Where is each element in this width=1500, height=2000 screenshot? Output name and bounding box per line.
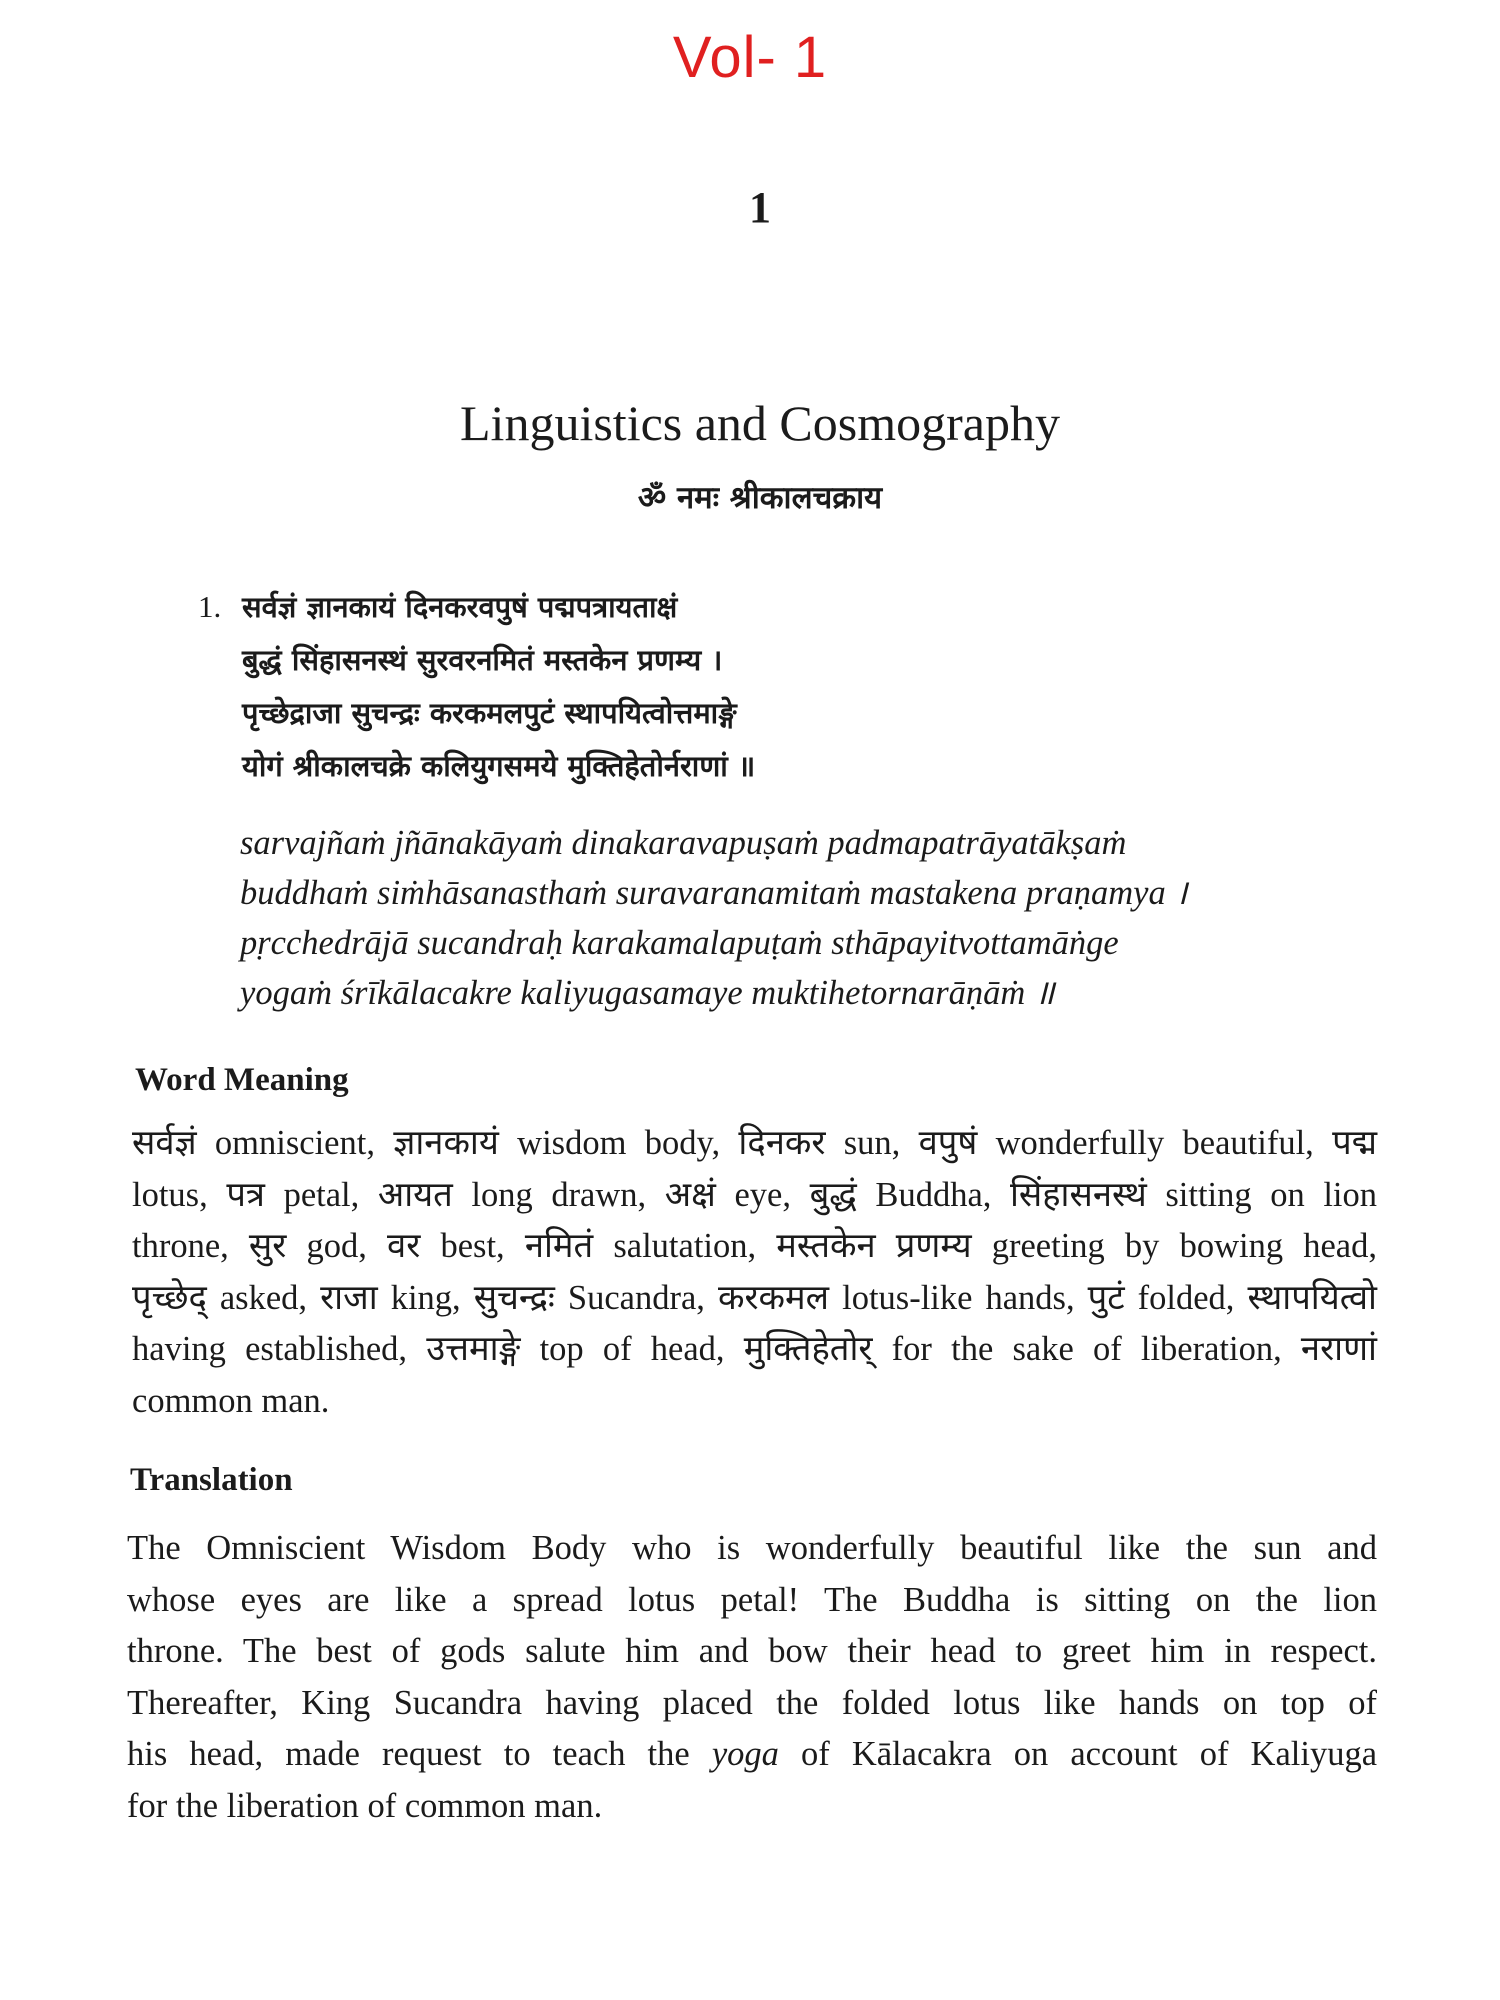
- transliteration: [240, 818, 1400, 1018]
- verse-line: [198, 740, 1278, 793]
- word-meaning-heading: Word Meaning: [135, 1062, 349, 1098]
- translation-line: whose eyes are like a spread lotus petal! The Buddha is sitting on the lion: [127, 1580, 1377, 1619]
- transliteration-line: buddhaṁ siṁhāsanasthaṁ suravaranamitaṁ mastakena praṇamya ।: [240, 874, 1188, 912]
- translation-line-part: his head, made request to teach the: [127, 1735, 712, 1773]
- verse-line-text: सर्वज्ञं ज्ञानकायं दिनकरवपुषं पद्मपत्रायताक्षं: [242, 590, 678, 624]
- translation-line: Thereafter, King Sucandra having placed the folded lotus like hands on top of: [127, 1683, 1377, 1722]
- word-meaning-line: पृच्छेद् asked, राजा king, सुचन्द्रः Sucandra, करकमल lotus-like hands, पुटं folded, स्थापयित्वो: [132, 1278, 1377, 1317]
- transliteration-line: sarvajñaṁ jñānakāyaṁ dinakaravapuṣaṁ padmapatrāyatākṣaṁ: [240, 824, 1127, 862]
- word-meaning-line: common man.: [132, 1381, 330, 1420]
- word-meaning-line: having established, उत्तमाङ्गे top of head, मुक्तिहेतोर् for the sake of liberation, नराणां: [132, 1330, 1377, 1368]
- word-meaning-line: सर्वज्ञं omniscient, ज्ञानकायं wisdom body, दिनकर sun, वपुषं wonderfully beautiful, पद्म: [132, 1124, 1377, 1162]
- transliteration-line: yogaṁ śrīkālacakre kaliyugasamaye muktihetornarāṇāṁ ॥: [240, 974, 1055, 1012]
- verse-line: [198, 580, 1278, 634]
- chapter-number: 1: [749, 183, 771, 232]
- verse-line: [198, 687, 1278, 740]
- translation-paragraph: [127, 1523, 1377, 1832]
- translation-line: throne. The best of gods salute him and bow their head to greet him in respect.: [127, 1632, 1377, 1670]
- verse-line-text: बुद्धं सिंहासनस्थं सुरवरनमितं मस्तकेन प्रणम्य ।: [242, 643, 723, 677]
- translation-line: for the liberation of common man.: [127, 1786, 603, 1825]
- invocation-line: ॐ नमः श्रीकालचक्राय: [637, 480, 883, 516]
- verse-line-text: योगं श्रीकालचक्रे कलियुगसमये मुक्तिहेतोर्नराणां ॥: [242, 749, 756, 783]
- translation-line-part: of Kālacakra on account of Kaliyuga: [778, 1735, 1378, 1773]
- word-meaning-line: throne, सुर god, वर best, नमितं salutation, मस्तकेन प्रणम्य greeting by bowing head,: [132, 1227, 1377, 1265]
- word-meaning-line: lotus, पत्र petal, आयत long drawn, अक्षं eye, बुद्धं Buddha, सिंहासनस्थं sitting on lion: [132, 1175, 1377, 1214]
- chapter-title: Linguistics and Cosmography: [460, 395, 1060, 451]
- translation-line: The Omniscient Wisdom Body who is wonderfully beautiful like the sun and: [127, 1529, 1377, 1567]
- sanskrit-verse: [198, 580, 1278, 793]
- word-meaning-paragraph: [132, 1118, 1377, 1427]
- translation-heading: Translation: [130, 1462, 293, 1498]
- verse-line-text: पृच्छेद्राजा सुचन्द्रः करकमलपुटं स्थापयित्वोत्तमाङ्गे: [242, 696, 737, 730]
- yoga-italic-term: yoga: [711, 1735, 779, 1773]
- verse-number: 1.: [198, 589, 222, 624]
- translation-line: [127, 1729, 1377, 1781]
- transliteration-line: pṛcchedrājā sucandraḥ karakamalapuṭaṁ sthāpayitvottamāṅge: [240, 924, 1119, 962]
- verse-line: [198, 634, 1278, 687]
- volume-label: Vol- 1: [672, 25, 828, 90]
